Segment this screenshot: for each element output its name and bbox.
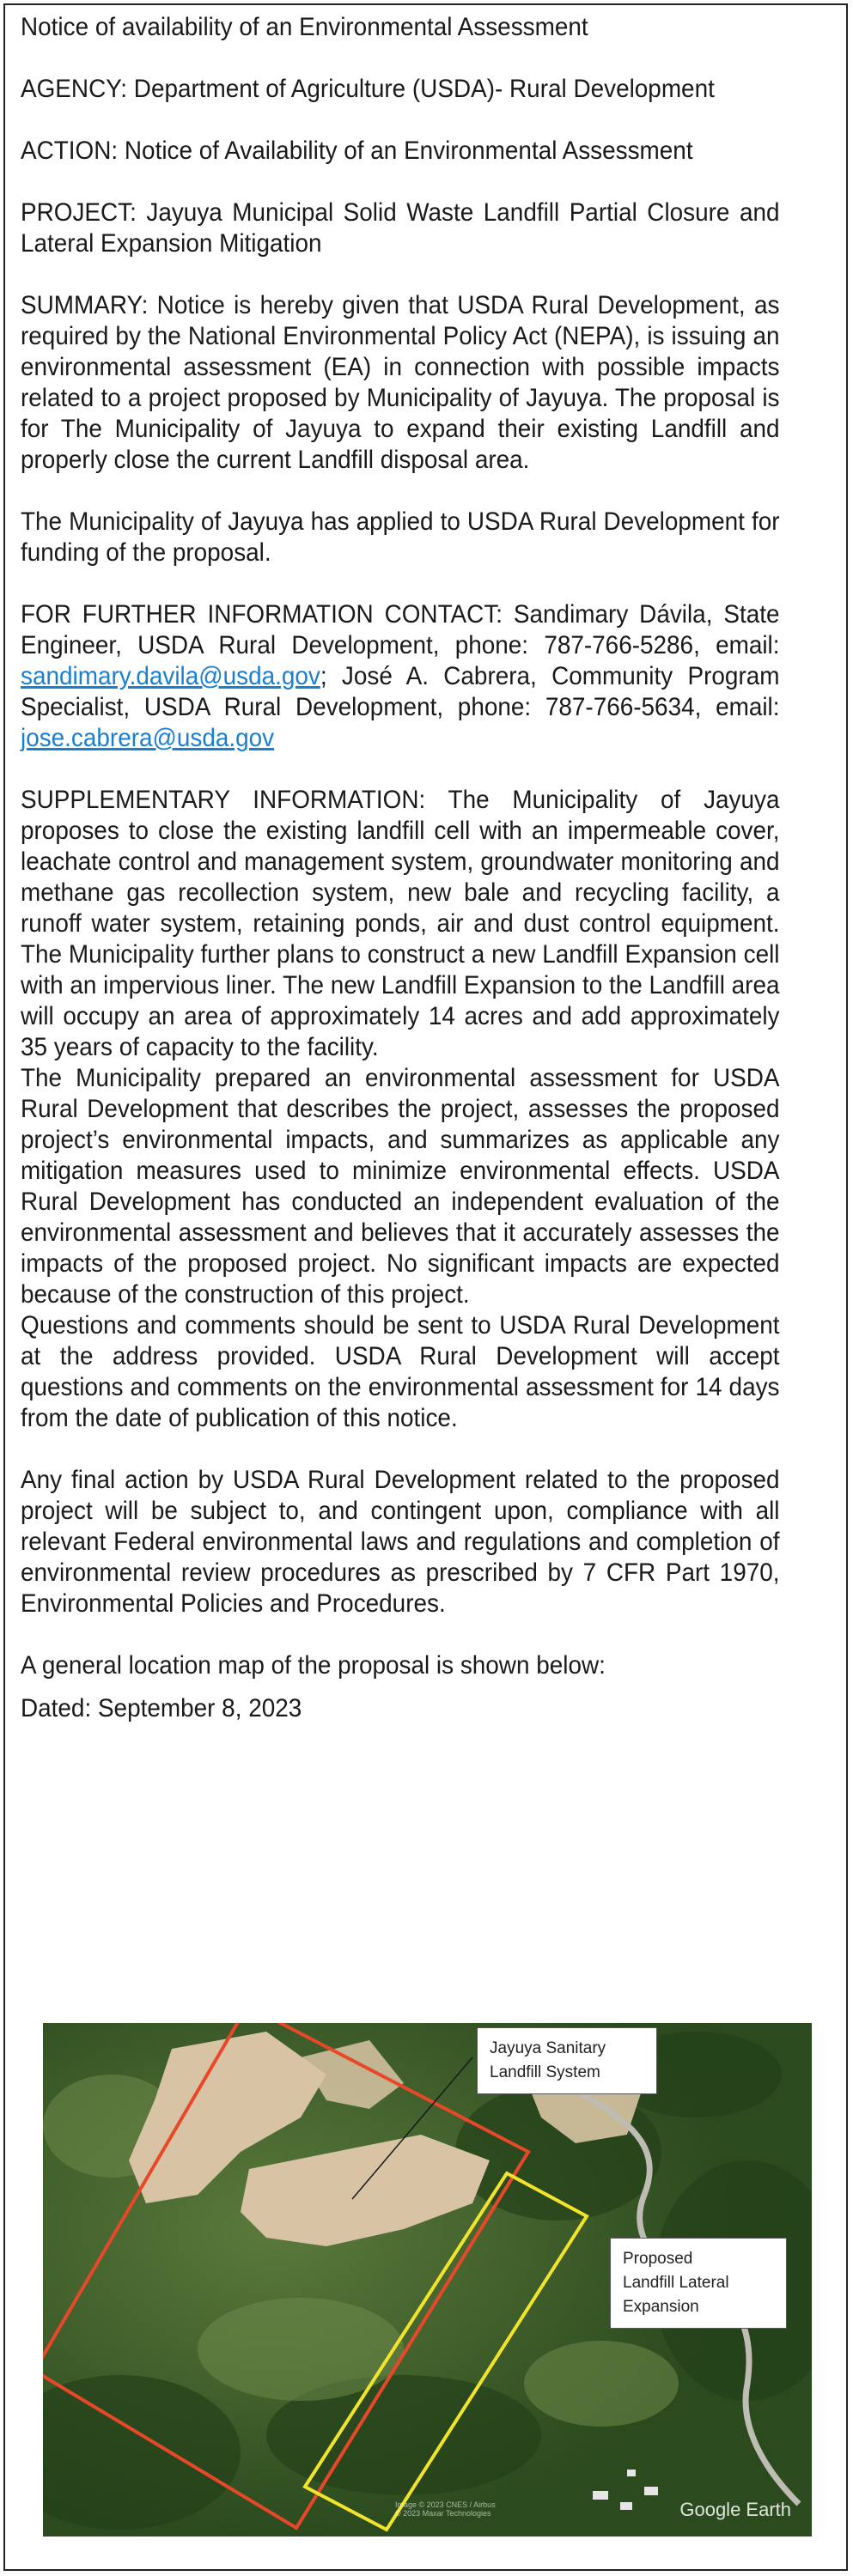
imagery-credit [395,2500,496,2518]
contact-paragraph [21,599,780,754]
google-earth-watermark: Google Earth [679,2499,791,2520]
notice-title: Notice of availability of an Environmental Assessment [21,13,588,41]
project-line: PROJECT: Jayuya Municipal Solid Waste Landfill Partial Closure and Lateral Expansion Mitigation [21,198,780,258]
credit-line-2: © 2023 Maxar Technologies [395,2509,491,2518]
proposed-label-line-3: Expansion [623,2298,699,2316]
proposed-label-line-1: Proposed [623,2250,693,2268]
email-link-cabrera[interactable]: jose.cabrera@usda.gov [21,724,275,752]
supplementary-paragraph-3: Questions and comments should be sent to USDA Rural Development at the address provided. USDA Rural Development will accept questions and comments on the environmental assessment for 14 days from the date of publication of this notice. [21,1311,780,1432]
supplementary-paragraph-1: SUPPLEMENTARY INFORMATION: The Municipality of Jayuya proposes to close the existing landfill cell with an impermeable cover, leachate control and management system, groundwater monitoring and methane gas recollection system, new bale and recycling facility, a runoff water system, retaining ponds, air and dust control equipment. The Municipality further plans to construct a new Landfill Expansion cell with an impervious liner. The new Landfill Expansion to the Landfill area will occupy an area of approximately 14 acres and add approximately 35 years of capacity to the facility. [21,786,780,1061]
credit-line-1: Image © 2023 CNES / Airbus [395,2500,496,2509]
dated-line: Dated: September 8, 2023 [21,1694,302,1722]
notice-body [21,12,780,1724]
contact-middle: ; José A. Cabrera, Community Program Specialist, USDA Rural Development, phone: 787-766-5634, email: [21,662,780,721]
existing-label-line-2: Landfill System [490,2063,600,2081]
contact-prefix: FOR FURTHER INFORMATION CONTACT: Sandimary Dávila, State Engineer, USDA Rural Development, phone: 787-766-5286, email: [21,600,780,659]
final-action-paragraph: Any final action by USDA Rural Development related to the proposed project will be subject to, and contingent upon, compliance with all relevant Federal environmental laws and regulations and completion of environmental review procedures as prescribed by 7 CFR Part 1970, Environmental Policies and Procedures. [21,1466,780,1618]
location-map [43,2023,812,2537]
supplementary-paragraph-2: The Municipality prepared an environmental assessment for USDA Rural Development that describes the project, assesses the proposed project’s environmental impacts, and summarizes as applicable any mitigation measures used to minimize environmental effects. USDA Rural Development has conducted an independent evaluation of the environmental assessment and believes that it accurately assesses the impacts of the proposed project. No significant impacts are expected because of the construction of this project. [21,1064,780,1309]
funding-paragraph: The Municipality of Jayuya has applied to USDA Rural Development for funding of the proposal. [21,507,780,567]
proposed-expansion-label [610,2238,787,2329]
summary-paragraph: SUMMARY: Notice is hereby given that USDA Rural Development, as required by the National Environmental Policy Act (NEPA), is issuing an environmental assessment (EA) in connection with possible impacts related to a project proposed by Municipality of Jayuya. The proposal is for The Municipality of Jayuya to expand their existing Landfill and properly close the current Landfill disposal area. [21,291,780,474]
email-link-davila[interactable]: sandimary.davila@usda.gov [21,662,320,690]
existing-landfill-label [477,2027,657,2094]
existing-label-line-1: Jayuya Sanitary [490,2039,606,2057]
map-intro: A general location map of the proposal is shown below: [21,1651,606,1680]
proposed-label-line-2: Landfill Lateral [623,2274,729,2292]
action-line: ACTION: Notice of Availability of an Environmental Assessment [21,137,693,165]
agency-line: AGENCY: Department of Agriculture (USDA)- Rural Development [21,75,715,103]
